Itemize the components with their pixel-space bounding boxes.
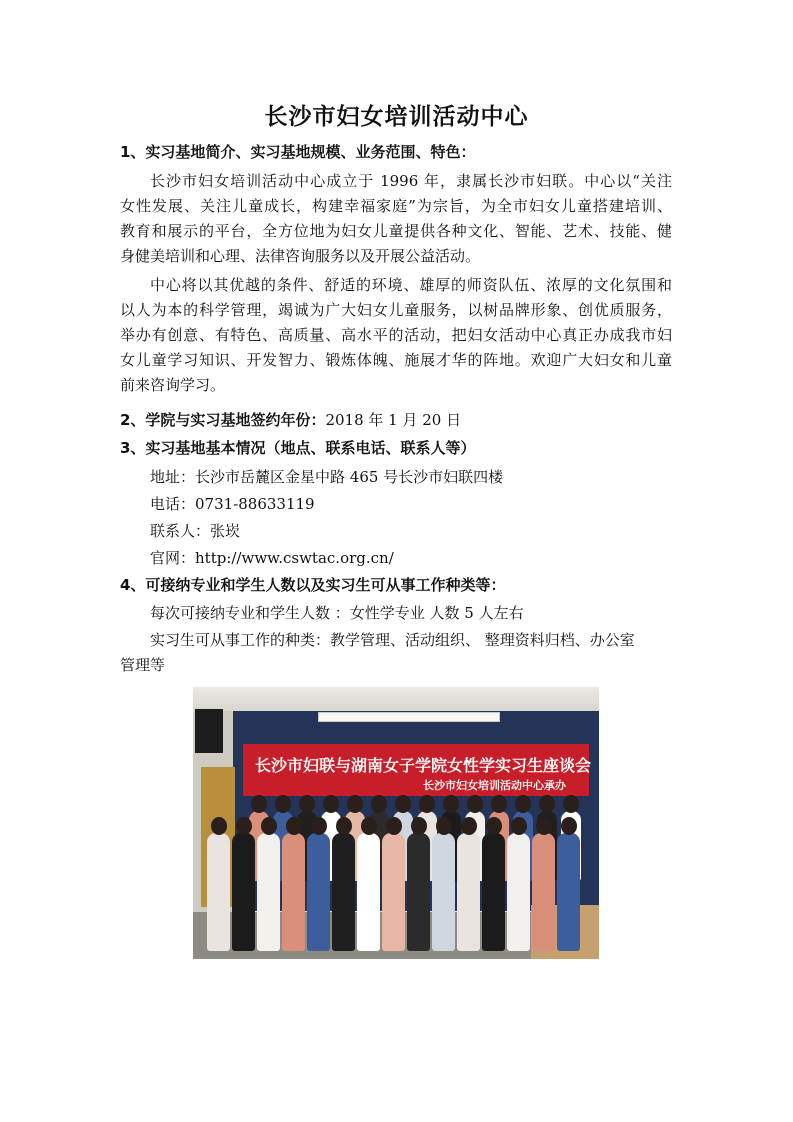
section-1-heading: 1、实习基地简介、实习基地规模、业务范围、特色： <box>120 143 476 161</box>
photo-person <box>532 833 555 951</box>
photo-person-head <box>211 817 227 835</box>
photo-person <box>357 833 380 951</box>
banner-main-text: 长沙市妇联与湖南女子学院女性学实习生座谈会 <box>255 756 592 775</box>
section-1-para1-line2: 女性发展、关注儿童成长，构建幸福家庭”为宗旨，为全市妇女儿童搭建培训、 <box>120 197 672 215</box>
photo-person <box>307 833 330 951</box>
photo-person <box>482 833 505 951</box>
photo-person <box>232 833 255 951</box>
capacity-line: 每次可接纳专业和学生人数 ：女性学专业 人数 5 人左右 <box>150 604 524 622</box>
photo-ceiling <box>193 687 599 711</box>
photo-person-head <box>395 795 411 813</box>
photo-person-head <box>347 795 363 813</box>
photo-person-head <box>443 795 459 813</box>
photo-person <box>407 833 430 951</box>
photo-person-head <box>286 817 302 835</box>
photo-person-head <box>275 795 291 813</box>
photo-person <box>507 833 530 951</box>
photo-person-head <box>386 817 402 835</box>
photo-person-head <box>311 817 327 835</box>
photo-person-head <box>561 817 577 835</box>
address-line: 地址：长沙市岳麓区金星中路 465 号长沙市妇联四楼 <box>150 468 504 486</box>
website-line: 官网：http://www.cswtac.org.cn/ <box>150 549 394 567</box>
work-types-line1: 实习生可从事工作的种类：教学管理、活动组织、 整理资料归档、办公室 <box>150 631 635 649</box>
photo-person <box>207 833 230 951</box>
section-2-line <box>120 410 461 430</box>
work-types-line2: 管理等 <box>120 656 166 674</box>
section-2-heading: 2、学院与实习基地签约年份： <box>120 411 326 429</box>
photo-person-head <box>371 795 387 813</box>
photo-person-head <box>563 795 579 813</box>
section-1-para1-line1: 长沙市妇女培训活动中心成立于 1996 年，隶属长沙市妇联。中心以“关注 <box>150 172 672 190</box>
photo-person-head <box>536 817 552 835</box>
signing-date: 2018 年 1 月 20 日 <box>325 411 462 429</box>
section-1-para2-line4: 女儿童学习知识、开发智力、锻炼体魄、施展才华的阵地。欢迎广大妇女和儿童 <box>120 351 672 369</box>
photo-person <box>332 833 355 951</box>
photo-person <box>382 833 405 951</box>
contact-line: 联系人：张崁 <box>150 522 241 540</box>
photo-person-head <box>299 795 315 813</box>
photo-person <box>432 833 455 951</box>
section-1-para2-line2: 以人为本的科学管理，竭诚为广大妇女儿童服务，以树品牌形象、创优质服务， <box>120 301 672 319</box>
photo-speaker <box>195 709 223 753</box>
photo-person <box>457 833 480 951</box>
photo-person <box>257 833 280 951</box>
photo-person-head <box>467 795 483 813</box>
section-1-para1-line3: 教育和展示的平台，全方位地为妇女儿童提供各种文化、智能、艺术、技能、健 <box>120 222 672 240</box>
photo-person-head <box>323 795 339 813</box>
photo-person-head <box>461 817 477 835</box>
photo-person-head <box>261 817 277 835</box>
photo-person-head <box>411 817 427 835</box>
section-1-para2-line3: 举办有创意、有特色、高质量、高水平的活动，把妇女活动中心真正办成我市妇 <box>120 326 672 344</box>
photo-person-head <box>539 795 555 813</box>
section-3-heading: 3、实习基地基本情况（地点、联系电话、联系人等） <box>120 439 476 457</box>
photo-person-head <box>486 817 502 835</box>
section-1-para2-line5: 前来咨询学习。 <box>120 376 226 394</box>
section-1-para1-line4: 身健美培训和心理、法律咨询服务以及开展公益活动。 <box>120 247 481 265</box>
photo-person <box>282 833 305 951</box>
page-title: 长沙市妇女培训活动中心 <box>264 104 529 130</box>
photo-person-head <box>491 795 507 813</box>
photo-person-head <box>511 817 527 835</box>
group-photo <box>193 687 599 959</box>
photo-person-head <box>336 817 352 835</box>
photo-person-head <box>361 817 377 835</box>
banner-sub-text: 长沙市妇女培训活动中心承办 <box>423 779 566 792</box>
section-1-para2-line1: 中心将以其优越的条件、舒适的环境、雄厚的师资队伍、浓厚的文化氛围和 <box>150 276 672 294</box>
section-4-heading: 4、可接纳专业和学生人数以及实习生可从事工作种类等： <box>120 576 506 594</box>
photo-person <box>557 833 580 951</box>
phone-line: 电话：0731-88633119 <box>150 495 315 513</box>
photo-ceiling-light <box>318 712 500 722</box>
photo-person-head <box>236 817 252 835</box>
photo-person-head <box>436 817 452 835</box>
photo-person-head <box>251 795 267 813</box>
photo-person-head <box>419 795 435 813</box>
photo-person-head <box>515 795 531 813</box>
